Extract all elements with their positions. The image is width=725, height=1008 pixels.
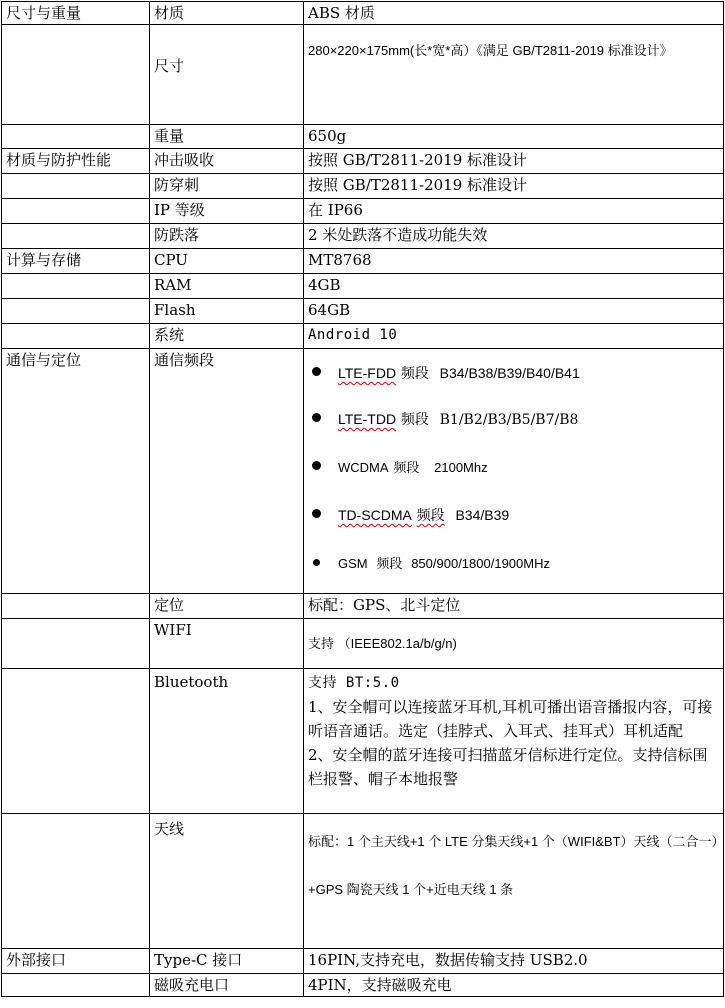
band-value: B34/B38/B39/B40/B41 [439, 365, 580, 381]
table-row [2, 814, 724, 949]
band-list [308, 351, 719, 587]
table-row [2, 149, 724, 174]
attribute-cell: Type-C 接口 [150, 949, 304, 974]
bullet-icon [312, 413, 321, 422]
bullet-icon [312, 461, 321, 470]
category-cell [2, 814, 150, 949]
value-cell: 16PIN,支持充电，数据传输支持 USB2.0 [304, 949, 724, 974]
category-cell [2, 274, 150, 299]
table-row [2, 974, 724, 997]
value-cell: 在 IP66 [304, 199, 724, 224]
attribute-cell: 材质 [150, 2, 304, 25]
band-value: B1/B2/B3/B5/B7/B8 [439, 412, 579, 428]
category-cell [2, 324, 150, 349]
value-cell: ABS 材质 [304, 2, 724, 25]
category-cell: 通信与定位 [2, 349, 150, 594]
table-row [2, 349, 724, 594]
attribute-cell: 重量 [150, 125, 304, 149]
value-cell: MT8768 [304, 249, 724, 274]
category-cell [2, 25, 150, 125]
bullet-icon [312, 367, 321, 376]
table-row [2, 299, 724, 324]
list-item [308, 351, 719, 395]
attribute-cell: 系统 [150, 324, 304, 349]
category-cell [2, 299, 150, 324]
spec-table [1, 1, 724, 997]
attribute-cell: 防穿刺 [150, 174, 304, 199]
category-cell: 外部接口 [2, 949, 150, 974]
list-item [308, 539, 719, 587]
attribute-cell: Bluetooth [150, 669, 304, 814]
value-cell: 标配：1 个主天线+1 个 LTE 分集天线+1 个（WIFI&BT）天线（二合一）+GPS 陶瓷天线 1 个+近电天线 1 条 [304, 814, 724, 949]
bluetooth-detail-2: 2、安全帽的蓝牙连接可扫描蓝牙信标进行定位。支持信标围栏报警、帽子本地报警 [308, 746, 708, 788]
attribute-cell: Flash [150, 299, 304, 324]
value-cell: 4PIN，支持磁吸充电 [304, 974, 724, 997]
band-label: 频段 [393, 460, 420, 475]
band-label: 频段 [400, 411, 429, 427]
category-cell [2, 224, 150, 249]
bands-cell [304, 349, 724, 594]
band-name: WCDMA [338, 460, 389, 475]
attribute-cell: 定位 [150, 594, 304, 619]
attribute-cell: 通信频段 [150, 349, 304, 594]
table-row [2, 25, 724, 125]
value-cell: 标配：GPS、北斗定位 [304, 594, 724, 619]
category-cell: 材质与防护性能 [2, 149, 150, 174]
bluetooth-detail-1: 1、安全帽可以连接蓝牙耳机,耳机可播出语音播报内容，可接听语音通话。选定（挂脖式、入耳式、挂耳式）耳机适配 [308, 698, 713, 740]
band-label: 频段 [416, 507, 445, 523]
category-cell [2, 125, 150, 149]
category-cell [2, 619, 150, 669]
value-cell: 支持 （IEEE802.1a/b/g/n) [304, 619, 724, 669]
list-item [308, 395, 719, 443]
value-cell: 650g [304, 125, 724, 149]
table-row [2, 949, 724, 974]
category-cell [2, 669, 150, 814]
band-name: TD-SCDMA [338, 507, 412, 523]
table-row [2, 2, 724, 25]
list-item [308, 443, 719, 491]
attribute-cell: 磁吸充电口 [150, 974, 304, 997]
band-value: 2100Mhz [434, 460, 488, 475]
table-row [2, 224, 724, 249]
value-cell: Android 10 [304, 324, 724, 349]
category-cell: 尺寸与重量 [2, 2, 150, 25]
table-row [2, 669, 724, 814]
attribute-cell: CPU [150, 249, 304, 274]
bullet-icon [312, 509, 321, 518]
table-row [2, 174, 724, 199]
value-cell: 2 米处跌落不造成功能失效 [304, 224, 724, 249]
table-row [2, 125, 724, 149]
category-cell: 计算与存储 [2, 249, 150, 274]
category-cell [2, 974, 150, 997]
band-name: LTE-TDD [338, 411, 397, 427]
band-label: 频段 [376, 556, 403, 571]
category-cell [2, 174, 150, 199]
attribute-cell: RAM [150, 274, 304, 299]
bluetooth-support: 支持 BT:5.0 [308, 675, 400, 691]
bullet-icon [313, 559, 320, 566]
band-name: GSM [338, 556, 368, 571]
table-row [2, 324, 724, 349]
attribute-cell: IP 等级 [150, 199, 304, 224]
value-cell: 按照 GB/T2811-2019 标准设计 [304, 149, 724, 174]
table-row [2, 274, 724, 299]
table-row [2, 249, 724, 274]
category-cell [2, 594, 150, 619]
value-cell: 64GB [304, 299, 724, 324]
table-row [2, 199, 724, 224]
table-row [2, 619, 724, 669]
attribute-cell: 尺寸 [150, 25, 304, 125]
attribute-cell: 冲击吸收 [150, 149, 304, 174]
list-item [308, 491, 719, 539]
attribute-cell: WIFI [150, 619, 304, 669]
band-name: LTE-FDD [338, 365, 397, 381]
band-value: 850/900/1800/1900MHz [411, 556, 550, 571]
category-cell [2, 199, 150, 224]
bluetooth-cell [304, 669, 724, 814]
value-cell: 按照 GB/T2811-2019 标准设计 [304, 174, 724, 199]
value-cell: 4GB [304, 274, 724, 299]
value-cell: 280×220×175mm(长*宽*高）《满足 GB/T2811-2019 标准设计》 [304, 25, 724, 125]
table-row [2, 594, 724, 619]
band-label: 频段 [400, 365, 429, 381]
band-value: B34/B39 [455, 507, 510, 523]
attribute-cell: 天线 [150, 814, 304, 949]
attribute-cell: 防跌落 [150, 224, 304, 249]
